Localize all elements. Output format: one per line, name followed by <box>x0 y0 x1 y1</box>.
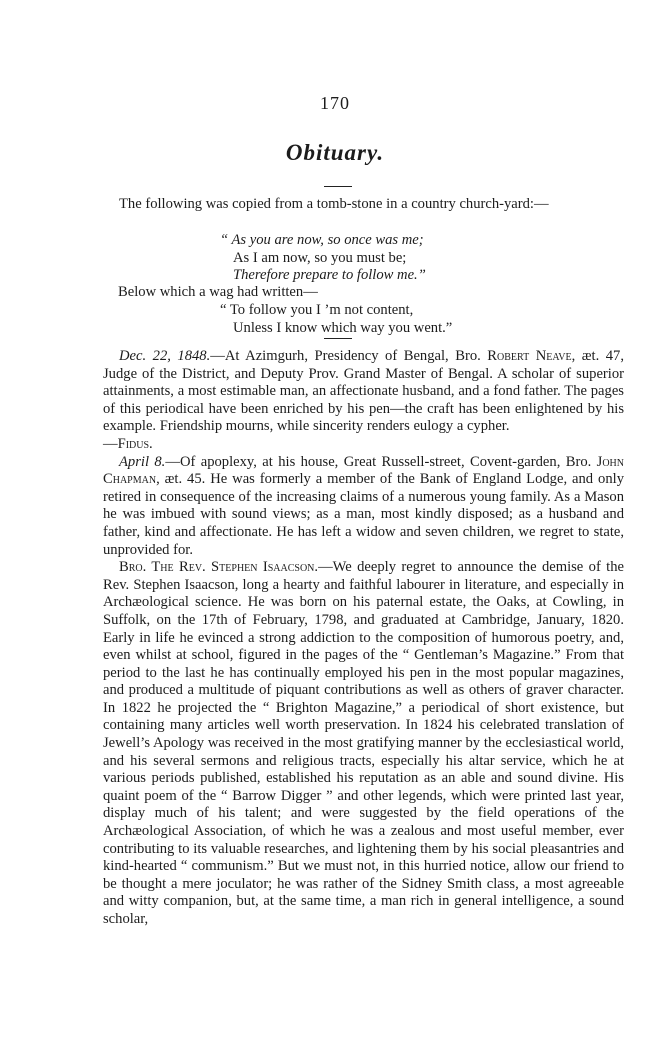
verse-line: “ As you are now, so once was me; <box>220 232 424 248</box>
obituary-entries <box>103 348 624 929</box>
below-text: Below which a wag had written— <box>118 284 318 300</box>
intro-paragraph <box>103 196 624 214</box>
entry-name: Robert Neave <box>487 348 572 364</box>
obituary-entry-neave <box>103 348 624 454</box>
verse-line: Unless I know which way you went.” <box>233 319 453 336</box>
obituary-entry-chapman <box>103 454 624 560</box>
wag-verse <box>220 302 452 337</box>
entry-body: , æt. 47, Judge of the District, and Deputy Prov. Grand Master of Bengal. A scholar of superior attainments, a most estimable man, an affectionate husband, and a fond father. The pages of this periodical have been enriched by his pen—the craft has been enlightened by his example. Friendship mourns, while sincerity renders eulogy a cypher. <box>103 348 624 435</box>
entry-lead: —At Azimgurh, Presidency of Bengal, Bro. <box>210 348 488 364</box>
entry-name: Bro. The Rev. Stephen Isaacson. <box>119 559 319 576</box>
entry-signature: —Fidus. <box>103 435 153 452</box>
title-divider <box>324 186 352 187</box>
entry-date: April 8. <box>119 453 166 470</box>
intro-text: The following was copied from a tomb-stone in a country church-yard:— <box>119 196 549 212</box>
section-title: Obituary. <box>285 140 385 165</box>
epitaph-verse <box>220 232 426 285</box>
entry-name: John Chapman <box>103 453 625 488</box>
verse-line: “ To follow you I ’m not content, <box>220 302 414 318</box>
verse-line: Therefore prepare to follow me.” <box>233 267 426 284</box>
entry-lead: —Of apoplexy, at his house, Great Russell-street, Covent-garden, Bro. <box>165 453 597 470</box>
page-number: 170 <box>320 93 350 113</box>
verse-line: As I am now, so you must be; <box>233 249 407 266</box>
entry-date: Dec. 22, 1848. <box>119 348 211 364</box>
obituary-entry-isaacson <box>103 559 624 928</box>
section-divider <box>324 338 352 339</box>
entry-body: , æt. 45. He was formerly a member of the Bank of England Lodge, and only retired in consequence of the increasing claims of a numerous young family. As a Mason he was imbued with sound views; as a man, most kindly disposed; as a husband and father, kind and affectionate. He has left a widow and seven children, we regret to state, unprovided for. <box>103 471 624 558</box>
entry-body: —We deeply regret to announce the demise of the Rev. Stephen Isaacson, long a hearty and faithful labourer in literature, and especially in Archæological science. He was born on his paternal estate, the Oaks, at Cowling, in Suffolk, on the 17th of February, 1798, and graduated at Cambridge, January, 1820. Early in life he evinced a strong addiction to the composition of humorous poetry, and, even whilst at school, figured in the pages of the “ Gentleman’s Magazine.” From that period to the last he has continually employed his pen in the most popular magazines, and produced a multitude of piquant contributions as well as others of graver character. In 1822 he projected the “ Brighton Magazine,” a periodical of short existence, but containing many articles well worth preservation. In 1824 his celebrated translation of Jewell’s Apology was received in the most gratifying manner by the ecclesiastical world, and his several sermons and religious tracts, especially his altar service, which he at various periods published, established his reputation as an able and sound divine. His quaint poem of the “ Barrow Digger ” and other legends, which were printed last year, display much of his talent; and were suggested by the field operations of the Archæological Association, of which he was a zealous and most useful member, ever contributing to its valuable researches, and lightening them by his social pleasantries and kind-hearted “ communism.” But we must not, in this hurried notice, allow our friend to be thought a mere joculator; he was rather of the Sidney Smith class, a most agreeable and witty companion, but, at the same time, a man rich in general intelligence, a sound scholar, <box>103 559 624 927</box>
